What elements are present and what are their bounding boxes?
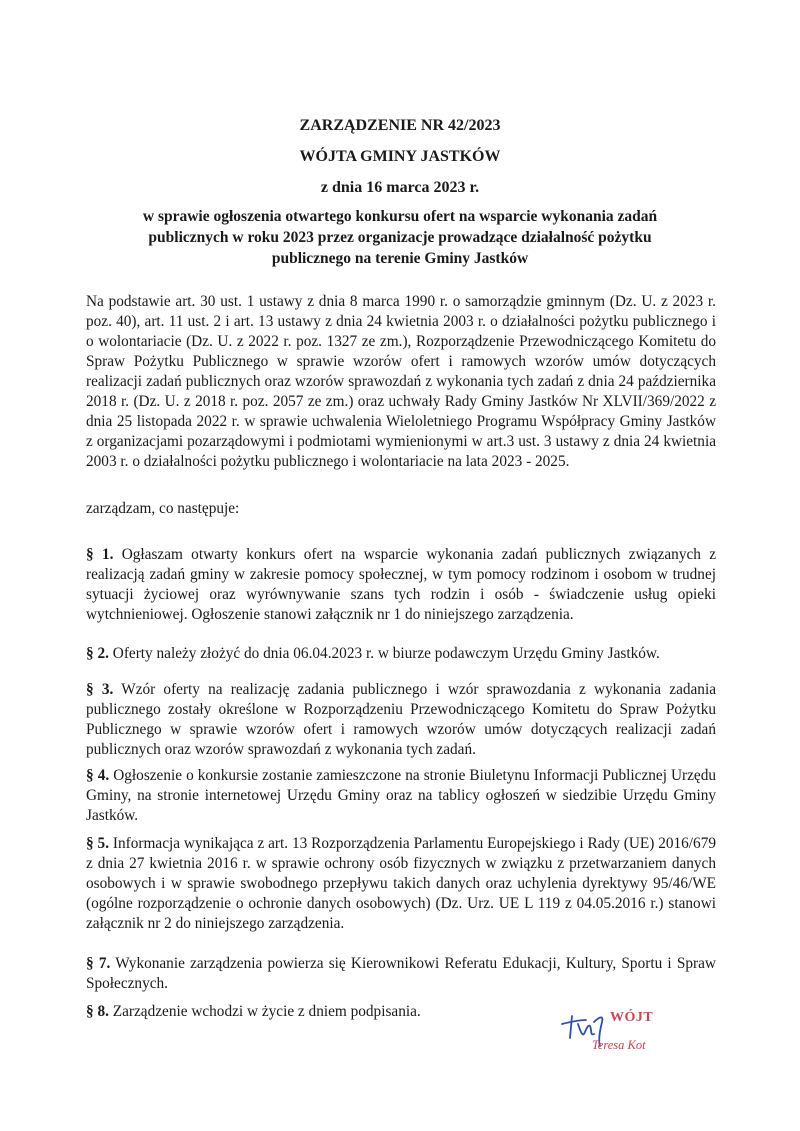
section-number: § 4. xyxy=(86,767,110,784)
section-number: § 3. xyxy=(86,681,114,698)
stamp-name: Teresa Kot xyxy=(592,1038,646,1052)
section-text: Zarządzenie wchodzi w życie z dniem podpisania. xyxy=(112,1003,421,1020)
section-3 xyxy=(86,680,716,760)
section-1 xyxy=(86,545,716,625)
preamble: Na podstawie art. 30 ust. 1 ustawy z dnia 8 marca 1990 r. o samorządzie gminnym (Dz. U. z 2023 r. poz. 40), art. 11 ust. 2 i art. 13 ustawy z dnia 24 kwietnia 2003 r. o działalności pożytku publicznego i o wolontariacie (Dz. U. z 2022 r. poz. 1327 ze zm.), Rozporządzenie Przewodniczącego Komitetu do Spraw Pożytku Publicznego w sprawie wzorów ofert i ramowych wzorów umów dotyczących realizacji zadań publicznych oraz wzorów sprawozdań z wykonania tych zadań z dnia 24 października 2018 r. (Dz. U. z 2018 r. poz. 2057 ze zm.) oraz uchwały Rady Gminy Jastków Nr XLVII/369/2022 z dnia 25 listopada 2022 r. w sprawie uchwalenia Wieloletniego Programu Współpracy Gminy Jastków z organizacjami pozarządowymi i podmiotami wymienionymi w art.3 ust. 3 ustawy z dnia 24 kwietnia 2003 r. o działalności pożytku publicznego i wolontariacie na lata 2023 - 2025. xyxy=(86,293,716,470)
document-subject: w sprawie ogłoszenia otwartego konkursu ofert na wsparcie wykonania zadań publicznych w roku 2023 przez organizacje prowadzące działalność pożytku publicznego na terenie Gminy Jastków xyxy=(142,208,658,267)
section-number: § 8. xyxy=(86,1003,109,1020)
section-number: § 7. xyxy=(86,955,111,972)
section-text: Wykonanie zarządzenia powierza się Kierownikowi Referatu Edukacji, Kultury, Sportu i Spraw Społecznych. xyxy=(86,955,716,992)
stamp-title: WÓJT xyxy=(610,1010,654,1025)
document-date: z dnia 16 marca 2023 r. xyxy=(320,179,480,196)
section-text: Ogłoszenie o konkursie zostanie zamieszczone na stronie Biuletynu Informacji Publicznej Urzędu Gminy, na stronie internetowej Urzędu Gminy oraz na tablicy ogłoszeń w siedzibie Urzędu Gminy Jastków. xyxy=(86,767,716,824)
section-4 xyxy=(86,766,716,826)
section-2 xyxy=(86,644,716,664)
section-5 xyxy=(86,834,716,934)
signature-block xyxy=(560,1008,680,1068)
document-issuer: WÓJTA GMINY JASTKÓW xyxy=(299,148,501,165)
section-text: Oferty należy złożyć do dnia 06.04.2023 r. w biurze podawczym Urzędu Gminy Jastków. xyxy=(112,645,660,662)
document-title: ZARZĄDZENIE NR 42/2023 xyxy=(299,117,501,134)
section-7 xyxy=(86,954,716,994)
section-number: § 2. xyxy=(86,645,109,662)
section-text: Informacja wynikająca z art. 13 Rozporządzenia Parlamentu Europejskiego i Rady (UE) 2016/679 z dnia 27 kwietnia 2016 r. w sprawie ochrony osób fizycznych w związku z przetwarzaniem danych osobowych i w sprawie swobodnego przepływu takich danych oraz uchylenia dyrektywy 95/46/WE (ogólne rozporządzenie o ochronie danych osobowych) (Dz. Urz. UE L 119 z 04.05.2016 r.) stanowi załącznik nr 2 do niniejszego zarządzenia. xyxy=(86,835,716,932)
decree-intro: zarządzam, co następuje: xyxy=(86,500,240,517)
section-text: Ogłaszam otwarty konkurs ofert na wsparcie wykonania zadań publicznych związanych z realizacją zadań gminy w zakresie pomocy społecznej, w tym pomocy rodzinom i osobom w trudnej sytuacji życiowej oraz wyrównywanie szans tych rodzin i osób - świadczenie usług opieki wytchnieniowej. Ogłoszenie stanowi załącznik nr 1 do niniejszego zarządzenia. xyxy=(86,546,716,623)
section-text: Wzór oferty na realizację zadania publicznego i wzór sprawozdania z wykonania zadania publicznego zostały określone w Rozporządzeniu Przewodniczącego Komitetu do Spraw Pożytku Publicznego w sprawie wzorów ofert i ramowych wzorów umów dotyczących realizacji zadań publicznych oraz wzorów sprawozdań z wykonania tych zadań. xyxy=(86,681,716,758)
section-number: § 5. xyxy=(86,835,110,852)
section-number: § 1. xyxy=(86,546,114,563)
